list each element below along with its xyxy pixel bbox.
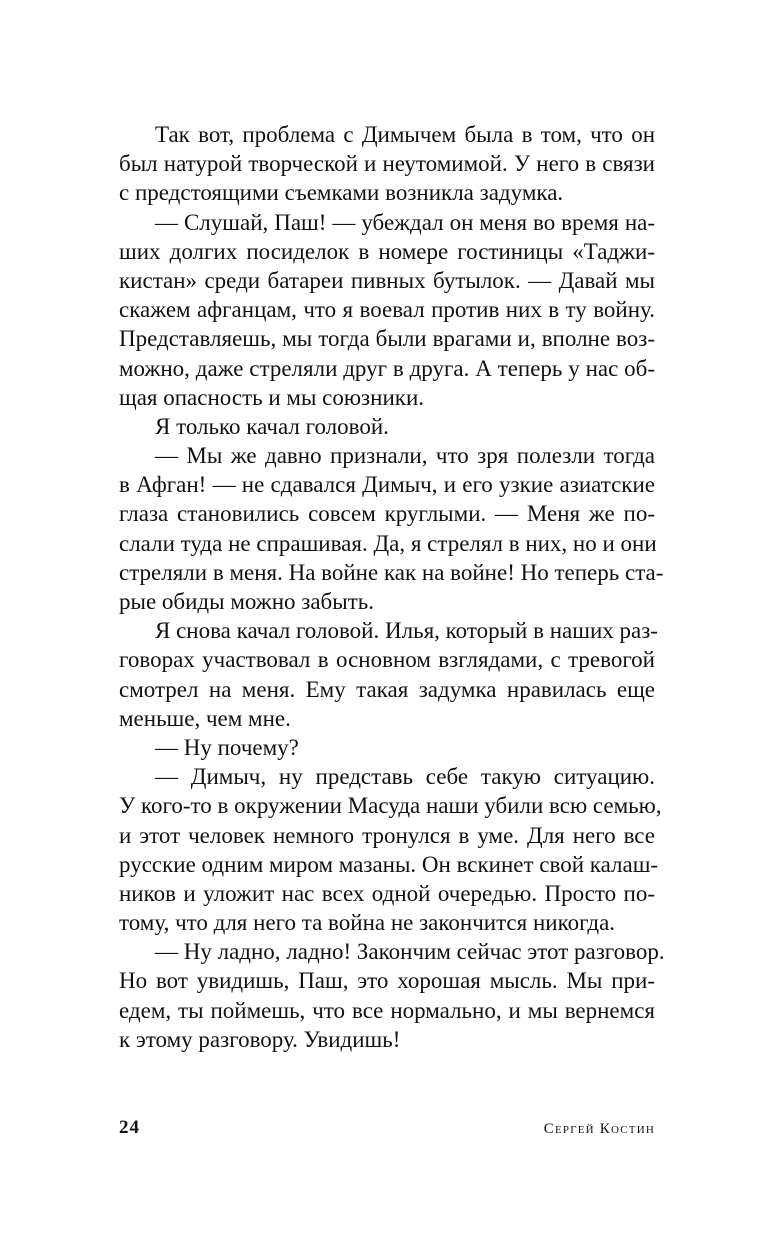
text-line: слали туда не спрашивая. Да, я стрелял в них, но и они <box>119 530 657 556</box>
text-line: Но вот увидишь, Паш, это хорошая мысль. Мы при- <box>119 968 655 994</box>
text-line: Я снова качал головой. Илья, который в наших раз- <box>155 618 658 644</box>
text-line: Так вот, проблема с Димычем была в том, что он <box>155 122 655 147</box>
text-line: Я только качал головой. <box>155 413 389 439</box>
body-text <box>119 120 665 1054</box>
text-line: к этому разговору. Увидишь! <box>119 1026 401 1052</box>
text-line: тому, что для него та война не закончится никогда. <box>119 910 616 936</box>
text-line: глаза становились совсем круглыми. — Меня же по- <box>119 501 655 527</box>
text-line: щая опасность и мы союзники. <box>119 384 424 410</box>
text-line: — Мы же давно признали, что зря полезли тогда <box>155 443 655 469</box>
text-line: — Слушай, Паш! — убеждал он меня во время на- <box>155 209 655 235</box>
text-line: меньше, чем мне. <box>119 705 291 731</box>
page-number: 24 <box>119 1117 140 1138</box>
text-line: — Ну ладно, ладно! Закончим сейчас этот разговор. <box>155 939 665 965</box>
text-line: У кого-то в окружении Масуда наши убили всю семью, <box>119 793 662 819</box>
text-line: рые обиды можно забыть. <box>119 589 374 614</box>
text-line: кистан» среди батареи пивных бутылок. — Давай мы <box>119 267 655 293</box>
running-head-author: Сергей Костин <box>543 1121 655 1137</box>
text-line: стреляли в меня. На войне как на войне! Но теперь ста- <box>119 559 664 585</box>
text-line: скажем афганцам, что я воевал против них в ту войну. <box>119 297 655 323</box>
text-line: можно, даже стреляли друг в друга. А теперь у нас об- <box>119 355 655 381</box>
text-line: ших долгих посиделок в номере гостиницы «Таджи- <box>119 238 655 264</box>
text-line: и этот человек немного тронулся в уме. Для него все <box>119 822 655 848</box>
text-line: ников и уложит нас всех одной очередью. Просто по- <box>119 880 655 906</box>
text-line: — Ну почему? <box>155 734 299 760</box>
text-line: говорах участвовал в основном взглядами, с тревогой <box>119 647 655 673</box>
text-line: в Афган! — не сдавался Димыч, и его узкие азиатские <box>119 472 655 498</box>
text-line: едем, ты поймешь, что все нормально, и мы вернемся <box>119 997 655 1023</box>
text-line: — Димыч, ну представь себе такую ситуацию. <box>155 764 655 790</box>
text-line: Представляешь, мы тогда были врагами и, вполне воз- <box>119 326 655 352</box>
text-line: был натурой творческой и неутомимой. У него в связи <box>119 151 655 177</box>
text-line: с предстоящими съемками возникла задумка. <box>119 180 564 206</box>
text-line: смотрел на меня. Ему такая задумка нравилась еще <box>119 676 655 702</box>
text-line: русские одним миром мазаны. Он вскинет свой калаш- <box>119 851 659 877</box>
